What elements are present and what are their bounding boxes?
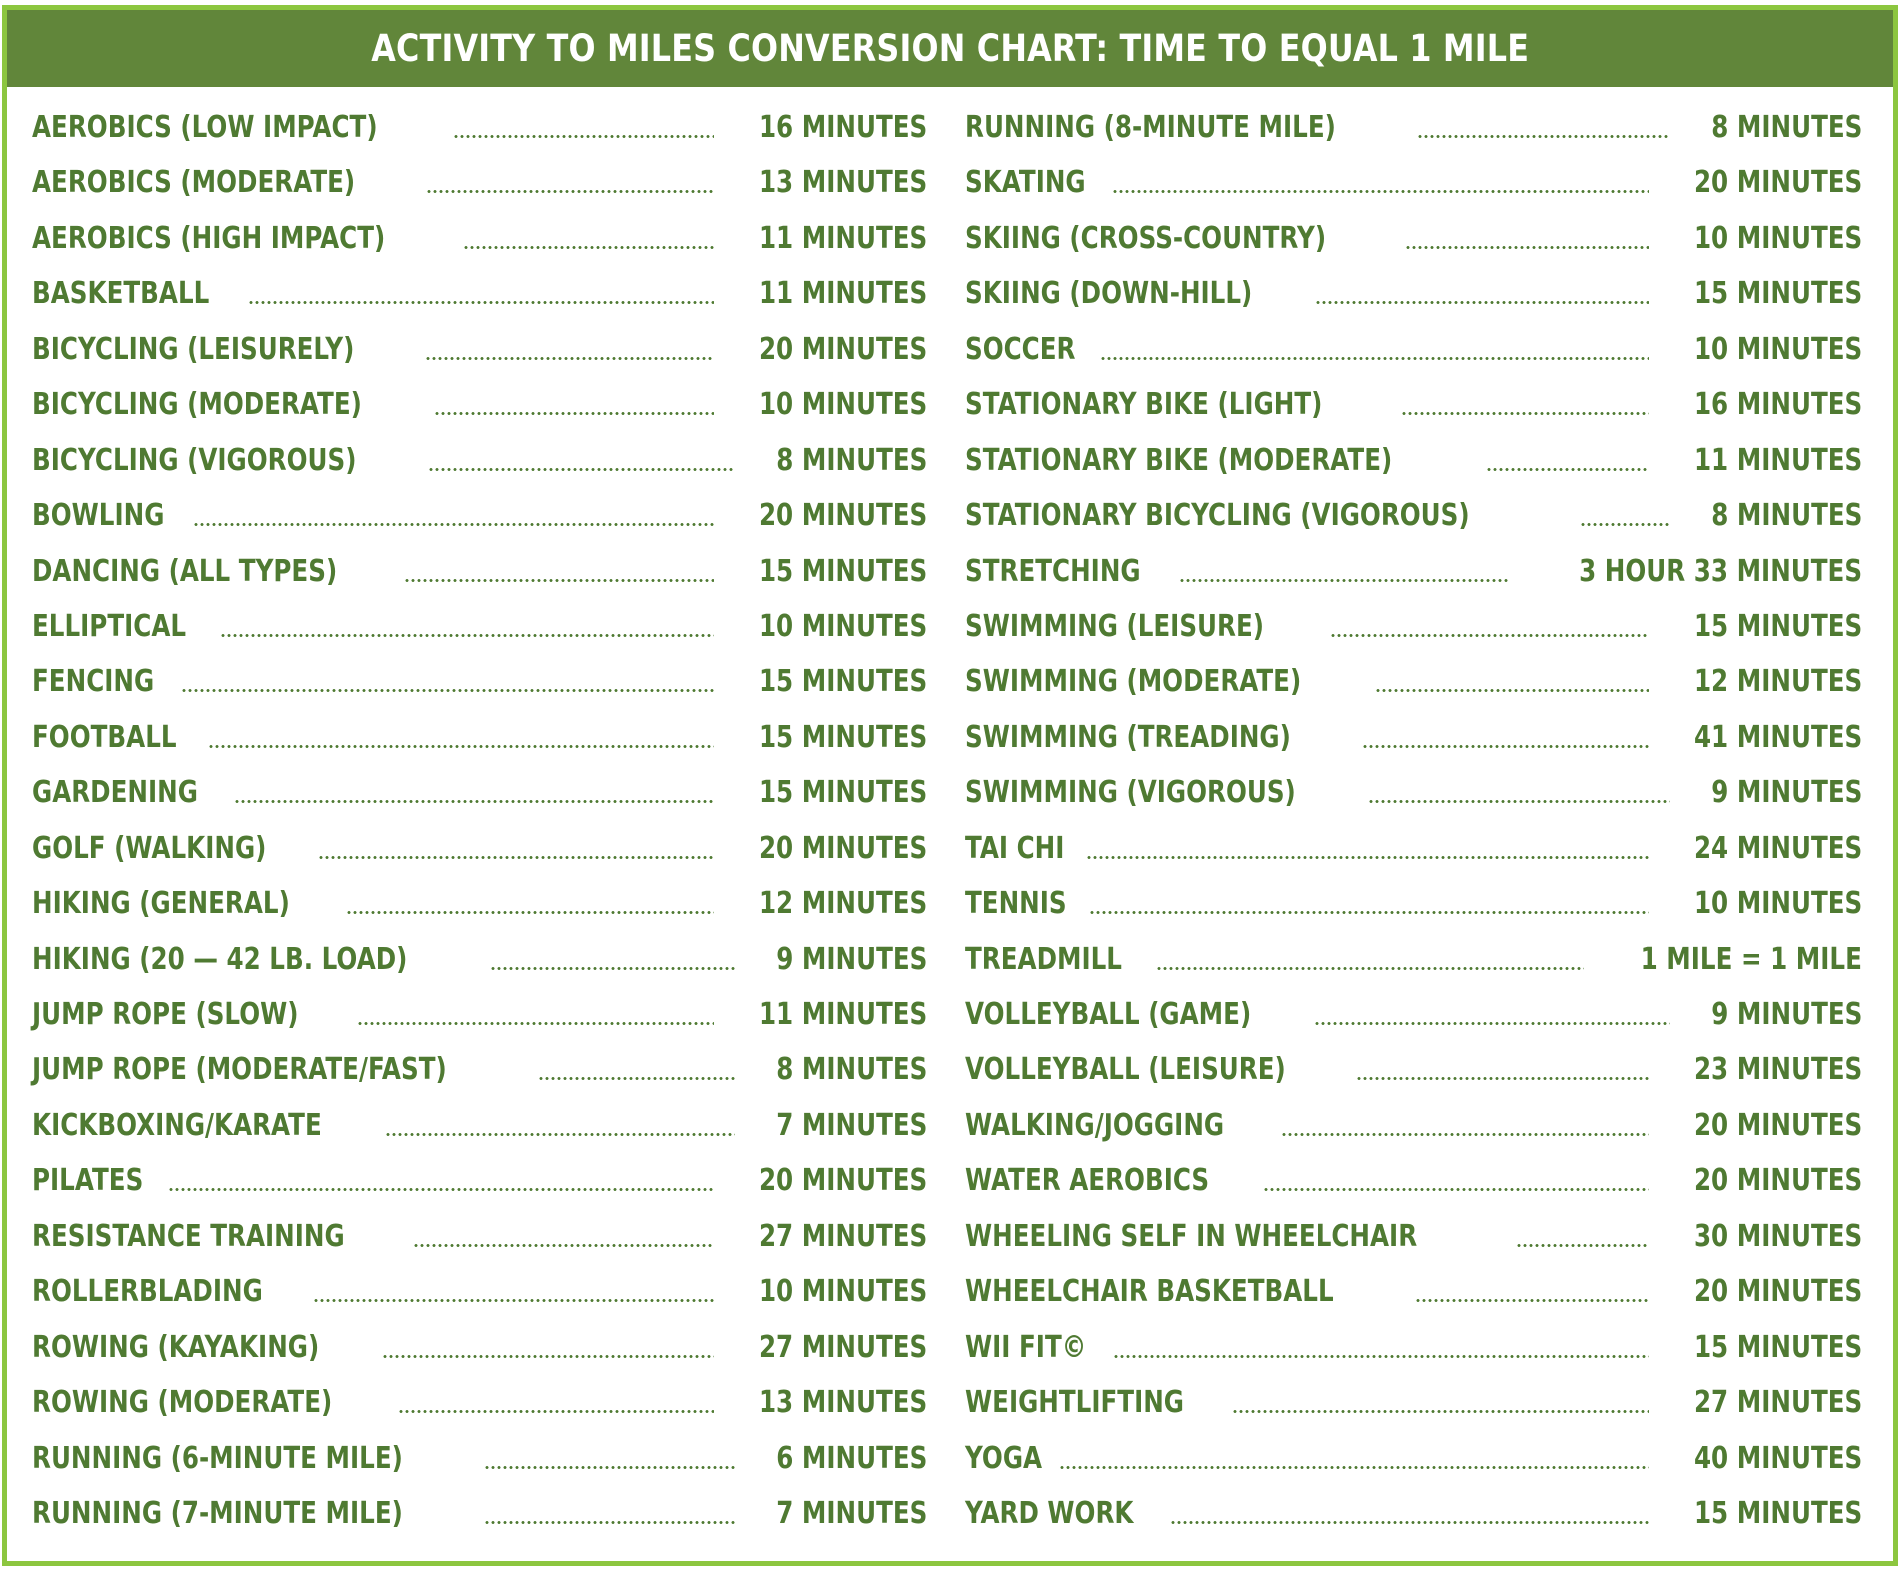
activity-name: VOLLEYBALL (LEISURE) bbox=[965, 1052, 1286, 1088]
dot-leader bbox=[1156, 967, 1584, 970]
activity-row bbox=[965, 547, 1862, 597]
activity-name: AEROBICS (HIGH IMPACT) bbox=[32, 220, 386, 256]
activity-row bbox=[965, 380, 1862, 430]
activity-name: WII FIT© bbox=[965, 1329, 1087, 1365]
activity-row bbox=[32, 1045, 927, 1095]
dot-leader bbox=[1263, 1188, 1649, 1191]
activity-time: 15 MINUTES bbox=[1693, 276, 1862, 312]
activity-name: SKATING bbox=[965, 165, 1086, 201]
activity-name: JUMP ROPE (MODERATE/FAST) bbox=[32, 1052, 447, 1088]
dot-leader bbox=[1100, 357, 1649, 360]
activity-row bbox=[32, 103, 927, 153]
activity-time: 9 MINUTES bbox=[1710, 997, 1862, 1032]
activity-row bbox=[965, 1045, 1862, 1095]
dot-leader bbox=[1486, 468, 1649, 471]
activity-row bbox=[965, 436, 1862, 486]
activity-name: HIKING (GENERAL) bbox=[32, 886, 290, 922]
dot-leader bbox=[426, 190, 714, 193]
dot-leader bbox=[453, 135, 713, 138]
activity-time: 11 MINUTES bbox=[758, 997, 927, 1032]
activity-time: 15 MINUTES bbox=[1693, 608, 1862, 644]
activity-row bbox=[965, 713, 1862, 763]
activity-name: SOCCER bbox=[965, 331, 1076, 367]
activity-name: BICYCLING (LEISURELY) bbox=[32, 331, 355, 367]
activity-name: PILATES bbox=[32, 1163, 144, 1199]
activity-time: 15 MINUTES bbox=[758, 719, 927, 755]
activity-time: 8 MINUTES bbox=[775, 442, 927, 478]
dot-leader bbox=[318, 856, 714, 859]
activity-name: RUNNING (8-MINUTE MILE) bbox=[965, 110, 1336, 145]
dot-leader bbox=[357, 1022, 714, 1025]
activity-row bbox=[965, 768, 1862, 818]
activity-time: 13 MINUTES bbox=[758, 1385, 927, 1421]
activity-time: 1 MILE = 1 MILE bbox=[1640, 941, 1862, 977]
dot-leader bbox=[220, 634, 714, 637]
activity-row bbox=[32, 491, 927, 541]
activity-name: TREADMILL bbox=[965, 941, 1122, 977]
dot-leader bbox=[1281, 1133, 1649, 1136]
activity-row bbox=[32, 325, 927, 375]
activity-time: 12 MINUTES bbox=[758, 886, 927, 922]
dot-leader bbox=[413, 1244, 713, 1247]
activity-row bbox=[32, 1323, 927, 1373]
dot-leader bbox=[1112, 190, 1649, 193]
dot-leader bbox=[490, 967, 735, 970]
activity-name: RESISTANCE TRAINING bbox=[32, 1218, 345, 1254]
activity-name: SKIING (CROSS-COUNTRY) bbox=[965, 220, 1327, 256]
activity-time: 15 MINUTES bbox=[758, 664, 927, 700]
activity-name: BASKETBALL bbox=[32, 276, 210, 312]
activity-name: RUNNING (7-MINUTE MILE) bbox=[32, 1495, 403, 1531]
chart-header bbox=[7, 10, 1893, 87]
activity-time: 7 MINUTES bbox=[775, 1107, 927, 1143]
dot-leader bbox=[193, 523, 713, 526]
activity-row bbox=[32, 547, 927, 597]
activity-time: 6 MINUTES bbox=[775, 1440, 927, 1476]
dot-leader bbox=[1368, 800, 1669, 803]
dot-leader bbox=[1580, 523, 1669, 526]
dot-leader bbox=[1314, 1022, 1670, 1025]
activity-name: RUNNING (6-MINUTE MILE) bbox=[32, 1440, 403, 1476]
activity-time: 27 MINUTES bbox=[1693, 1385, 1862, 1421]
activity-name: AEROBICS (LOW IMPACT) bbox=[32, 110, 378, 145]
activity-row bbox=[965, 824, 1862, 874]
activity-row bbox=[32, 768, 927, 818]
activity-row bbox=[32, 602, 927, 652]
dot-leader bbox=[1179, 579, 1509, 582]
activity-row bbox=[965, 158, 1862, 208]
activity-row bbox=[32, 158, 927, 208]
activity-time: 10 MINUTES bbox=[758, 387, 927, 423]
dot-leader bbox=[382, 1355, 713, 1358]
activity-time: 7 MINUTES bbox=[775, 1495, 927, 1531]
dot-leader bbox=[181, 689, 714, 692]
activity-row bbox=[965, 935, 1862, 985]
activity-time: 16 MINUTES bbox=[758, 110, 927, 145]
activity-time: 10 MINUTES bbox=[758, 1274, 927, 1310]
activity-row bbox=[965, 269, 1862, 319]
activity-time: 10 MINUTES bbox=[1693, 220, 1862, 256]
activity-row bbox=[965, 1489, 1862, 1539]
activity-row bbox=[32, 1267, 927, 1317]
chart-title: ACTIVITY TO MILES CONVERSION CHART: TIME TO EQUAL 1 MILE bbox=[371, 27, 1529, 70]
activity-time: 10 MINUTES bbox=[1693, 331, 1862, 367]
activity-name: TAI CHI bbox=[965, 830, 1065, 866]
activity-name: JUMP ROPE (SLOW) bbox=[32, 997, 299, 1032]
right-column bbox=[965, 103, 1862, 1539]
conversion-chart bbox=[2, 5, 1898, 1566]
dot-leader bbox=[1417, 135, 1669, 138]
dot-leader bbox=[1086, 856, 1649, 859]
activity-name: BICYCLING (MODERATE) bbox=[32, 387, 362, 423]
activity-time: 15 MINUTES bbox=[758, 775, 927, 811]
activity-name: GARDENING bbox=[32, 775, 198, 811]
dot-leader bbox=[385, 1133, 734, 1136]
activity-name: STRETCHING bbox=[965, 553, 1141, 589]
activity-name: STATIONARY BIKE (MODERATE) bbox=[965, 442, 1393, 478]
activity-name: AEROBICS (MODERATE) bbox=[32, 165, 356, 201]
activity-time: 8 MINUTES bbox=[1710, 110, 1862, 145]
activity-row bbox=[32, 990, 927, 1040]
activity-name: WEIGHTLIFTING bbox=[965, 1385, 1185, 1421]
activity-row bbox=[32, 214, 927, 264]
left-column bbox=[32, 103, 927, 1539]
activity-time: 9 MINUTES bbox=[1710, 775, 1862, 811]
dot-leader bbox=[1375, 689, 1649, 692]
activity-row bbox=[965, 602, 1862, 652]
activity-row bbox=[965, 879, 1862, 929]
activity-name: ROLLERBLADING bbox=[32, 1274, 263, 1310]
activity-time: 16 MINUTES bbox=[1693, 387, 1862, 423]
activity-row bbox=[965, 1378, 1862, 1428]
activity-time: 10 MINUTES bbox=[1693, 886, 1862, 922]
dot-leader bbox=[463, 246, 714, 249]
activity-name: DANCING (ALL TYPES) bbox=[32, 553, 338, 589]
activity-row bbox=[32, 1378, 927, 1428]
activity-time: 20 MINUTES bbox=[758, 830, 927, 866]
activity-row bbox=[965, 103, 1862, 153]
activity-name: GOLF (WALKING) bbox=[32, 830, 267, 866]
activity-name: FENCING bbox=[32, 664, 155, 700]
activity-time: 20 MINUTES bbox=[1693, 1163, 1862, 1199]
activity-row bbox=[965, 990, 1862, 1040]
activity-time: 27 MINUTES bbox=[758, 1329, 927, 1365]
activity-name: HIKING (20 — 42 LB. LOAD) bbox=[32, 941, 408, 977]
dot-leader bbox=[428, 468, 735, 471]
activity-name: SWIMMING (VIGOROUS) bbox=[965, 775, 1296, 811]
activity-row bbox=[965, 214, 1862, 264]
dot-leader bbox=[208, 745, 713, 748]
dot-leader bbox=[1315, 301, 1648, 304]
activity-name: WALKING/JOGGING bbox=[965, 1107, 1225, 1143]
activity-row bbox=[32, 380, 927, 430]
activity-name: BICYCLING (VIGOROUS) bbox=[32, 442, 357, 478]
activity-time: 20 MINUTES bbox=[758, 331, 927, 367]
activity-name: SWIMMING (MODERATE) bbox=[965, 664, 1302, 700]
dot-leader bbox=[1170, 1521, 1648, 1524]
dot-leader bbox=[248, 301, 714, 304]
activity-row bbox=[32, 1156, 927, 1206]
activity-time: 3 HOUR 33 MINUTES bbox=[1579, 553, 1862, 589]
dot-leader bbox=[1113, 1355, 1649, 1358]
activity-row bbox=[32, 1212, 927, 1262]
activity-time: 15 MINUTES bbox=[758, 553, 927, 589]
dot-leader bbox=[538, 1077, 735, 1080]
activity-name: SWIMMING (TREADING) bbox=[965, 719, 1291, 755]
activity-time: 9 MINUTES bbox=[775, 941, 927, 977]
dot-leader bbox=[1405, 246, 1648, 249]
dot-leader bbox=[404, 579, 714, 582]
dot-leader bbox=[1401, 412, 1649, 415]
activity-time: 10 MINUTES bbox=[758, 608, 927, 644]
activity-row bbox=[32, 824, 927, 874]
activity-name: WHEELING SELF IN WHEELCHAIR bbox=[965, 1218, 1418, 1254]
dot-leader bbox=[484, 1521, 734, 1524]
activity-name: WATER AEROBICS bbox=[965, 1163, 1210, 1199]
activity-time: 12 MINUTES bbox=[1693, 664, 1862, 700]
activity-row bbox=[32, 713, 927, 763]
activity-time: 24 MINUTES bbox=[1693, 830, 1862, 866]
activity-name: ROWING (MODERATE) bbox=[32, 1385, 333, 1421]
activity-row bbox=[32, 1489, 927, 1539]
activity-time: 23 MINUTES bbox=[1693, 1052, 1862, 1088]
activity-time: 11 MINUTES bbox=[1693, 442, 1862, 478]
activity-name: ROWING (KAYAKING) bbox=[32, 1329, 320, 1365]
activity-time: 11 MINUTES bbox=[758, 276, 927, 312]
dot-leader bbox=[313, 1299, 713, 1302]
activity-row bbox=[965, 491, 1862, 541]
activity-time: 13 MINUTES bbox=[758, 165, 927, 201]
activity-row bbox=[32, 1101, 927, 1151]
activity-name: YOGA bbox=[965, 1440, 1043, 1476]
activity-row bbox=[965, 1434, 1862, 1484]
activity-time: 20 MINUTES bbox=[1693, 1274, 1862, 1310]
activity-row bbox=[32, 657, 927, 707]
activity-name: BOWLING bbox=[32, 498, 165, 534]
activity-name: STATIONARY BIKE (LIGHT) bbox=[965, 387, 1323, 423]
dot-leader bbox=[168, 1188, 714, 1191]
activity-time: 20 MINUTES bbox=[758, 498, 927, 534]
activity-row bbox=[32, 436, 927, 486]
activity-name: FOOTBALL bbox=[32, 719, 177, 755]
activity-name: STATIONARY BICYCLING (VIGOROUS) bbox=[965, 498, 1470, 534]
dot-leader bbox=[1089, 911, 1649, 914]
activity-row bbox=[965, 1101, 1862, 1151]
activity-name: YARD WORK bbox=[965, 1495, 1134, 1531]
activity-row bbox=[965, 657, 1862, 707]
activity-row bbox=[965, 1323, 1862, 1373]
activity-time: 15 MINUTES bbox=[1693, 1495, 1862, 1531]
dot-leader bbox=[484, 1466, 734, 1469]
dot-leader bbox=[346, 911, 713, 914]
activity-row bbox=[32, 935, 927, 985]
activity-time: 11 MINUTES bbox=[758, 220, 927, 256]
dot-leader bbox=[234, 800, 713, 803]
activity-row bbox=[965, 1212, 1862, 1262]
activity-name: SWIMMING (LEISURE) bbox=[965, 608, 1265, 644]
activity-time: 15 MINUTES bbox=[1693, 1329, 1862, 1365]
activity-time: 41 MINUTES bbox=[1693, 719, 1862, 755]
activity-name: KICKBOXING/KARATE bbox=[32, 1107, 322, 1143]
activity-row bbox=[965, 325, 1862, 375]
activity-row bbox=[965, 1156, 1862, 1206]
activity-row bbox=[32, 1434, 927, 1484]
activity-row bbox=[32, 879, 927, 929]
dot-leader bbox=[434, 412, 713, 415]
activity-time: 20 MINUTES bbox=[758, 1163, 927, 1199]
activity-time: 8 MINUTES bbox=[1710, 498, 1862, 534]
activity-time: 27 MINUTES bbox=[758, 1218, 927, 1254]
dot-leader bbox=[425, 357, 714, 360]
activity-time: 8 MINUTES bbox=[775, 1052, 927, 1088]
dot-leader bbox=[1516, 1244, 1648, 1247]
activity-time: 20 MINUTES bbox=[1693, 165, 1862, 201]
activity-row bbox=[965, 1267, 1862, 1317]
dot-leader bbox=[1362, 745, 1648, 748]
activity-name: SKIING (DOWN-HILL) bbox=[965, 276, 1253, 312]
dot-leader bbox=[1330, 634, 1649, 637]
activity-time: 40 MINUTES bbox=[1693, 1440, 1862, 1476]
activity-name: VOLLEYBALL (GAME) bbox=[965, 997, 1252, 1032]
dot-leader bbox=[1415, 1299, 1649, 1302]
activity-name: ELLIPTICAL bbox=[32, 608, 187, 644]
activity-time: 30 MINUTES bbox=[1693, 1218, 1862, 1254]
activity-row bbox=[32, 269, 927, 319]
activity-name: WHEELCHAIR BASKETBALL bbox=[965, 1274, 1334, 1310]
activity-name: TENNIS bbox=[965, 886, 1067, 922]
activity-time: 20 MINUTES bbox=[1693, 1107, 1862, 1143]
dot-leader bbox=[1356, 1077, 1649, 1080]
dot-leader bbox=[398, 1410, 714, 1413]
dot-leader bbox=[1059, 1466, 1649, 1469]
dot-leader bbox=[1232, 1410, 1649, 1413]
